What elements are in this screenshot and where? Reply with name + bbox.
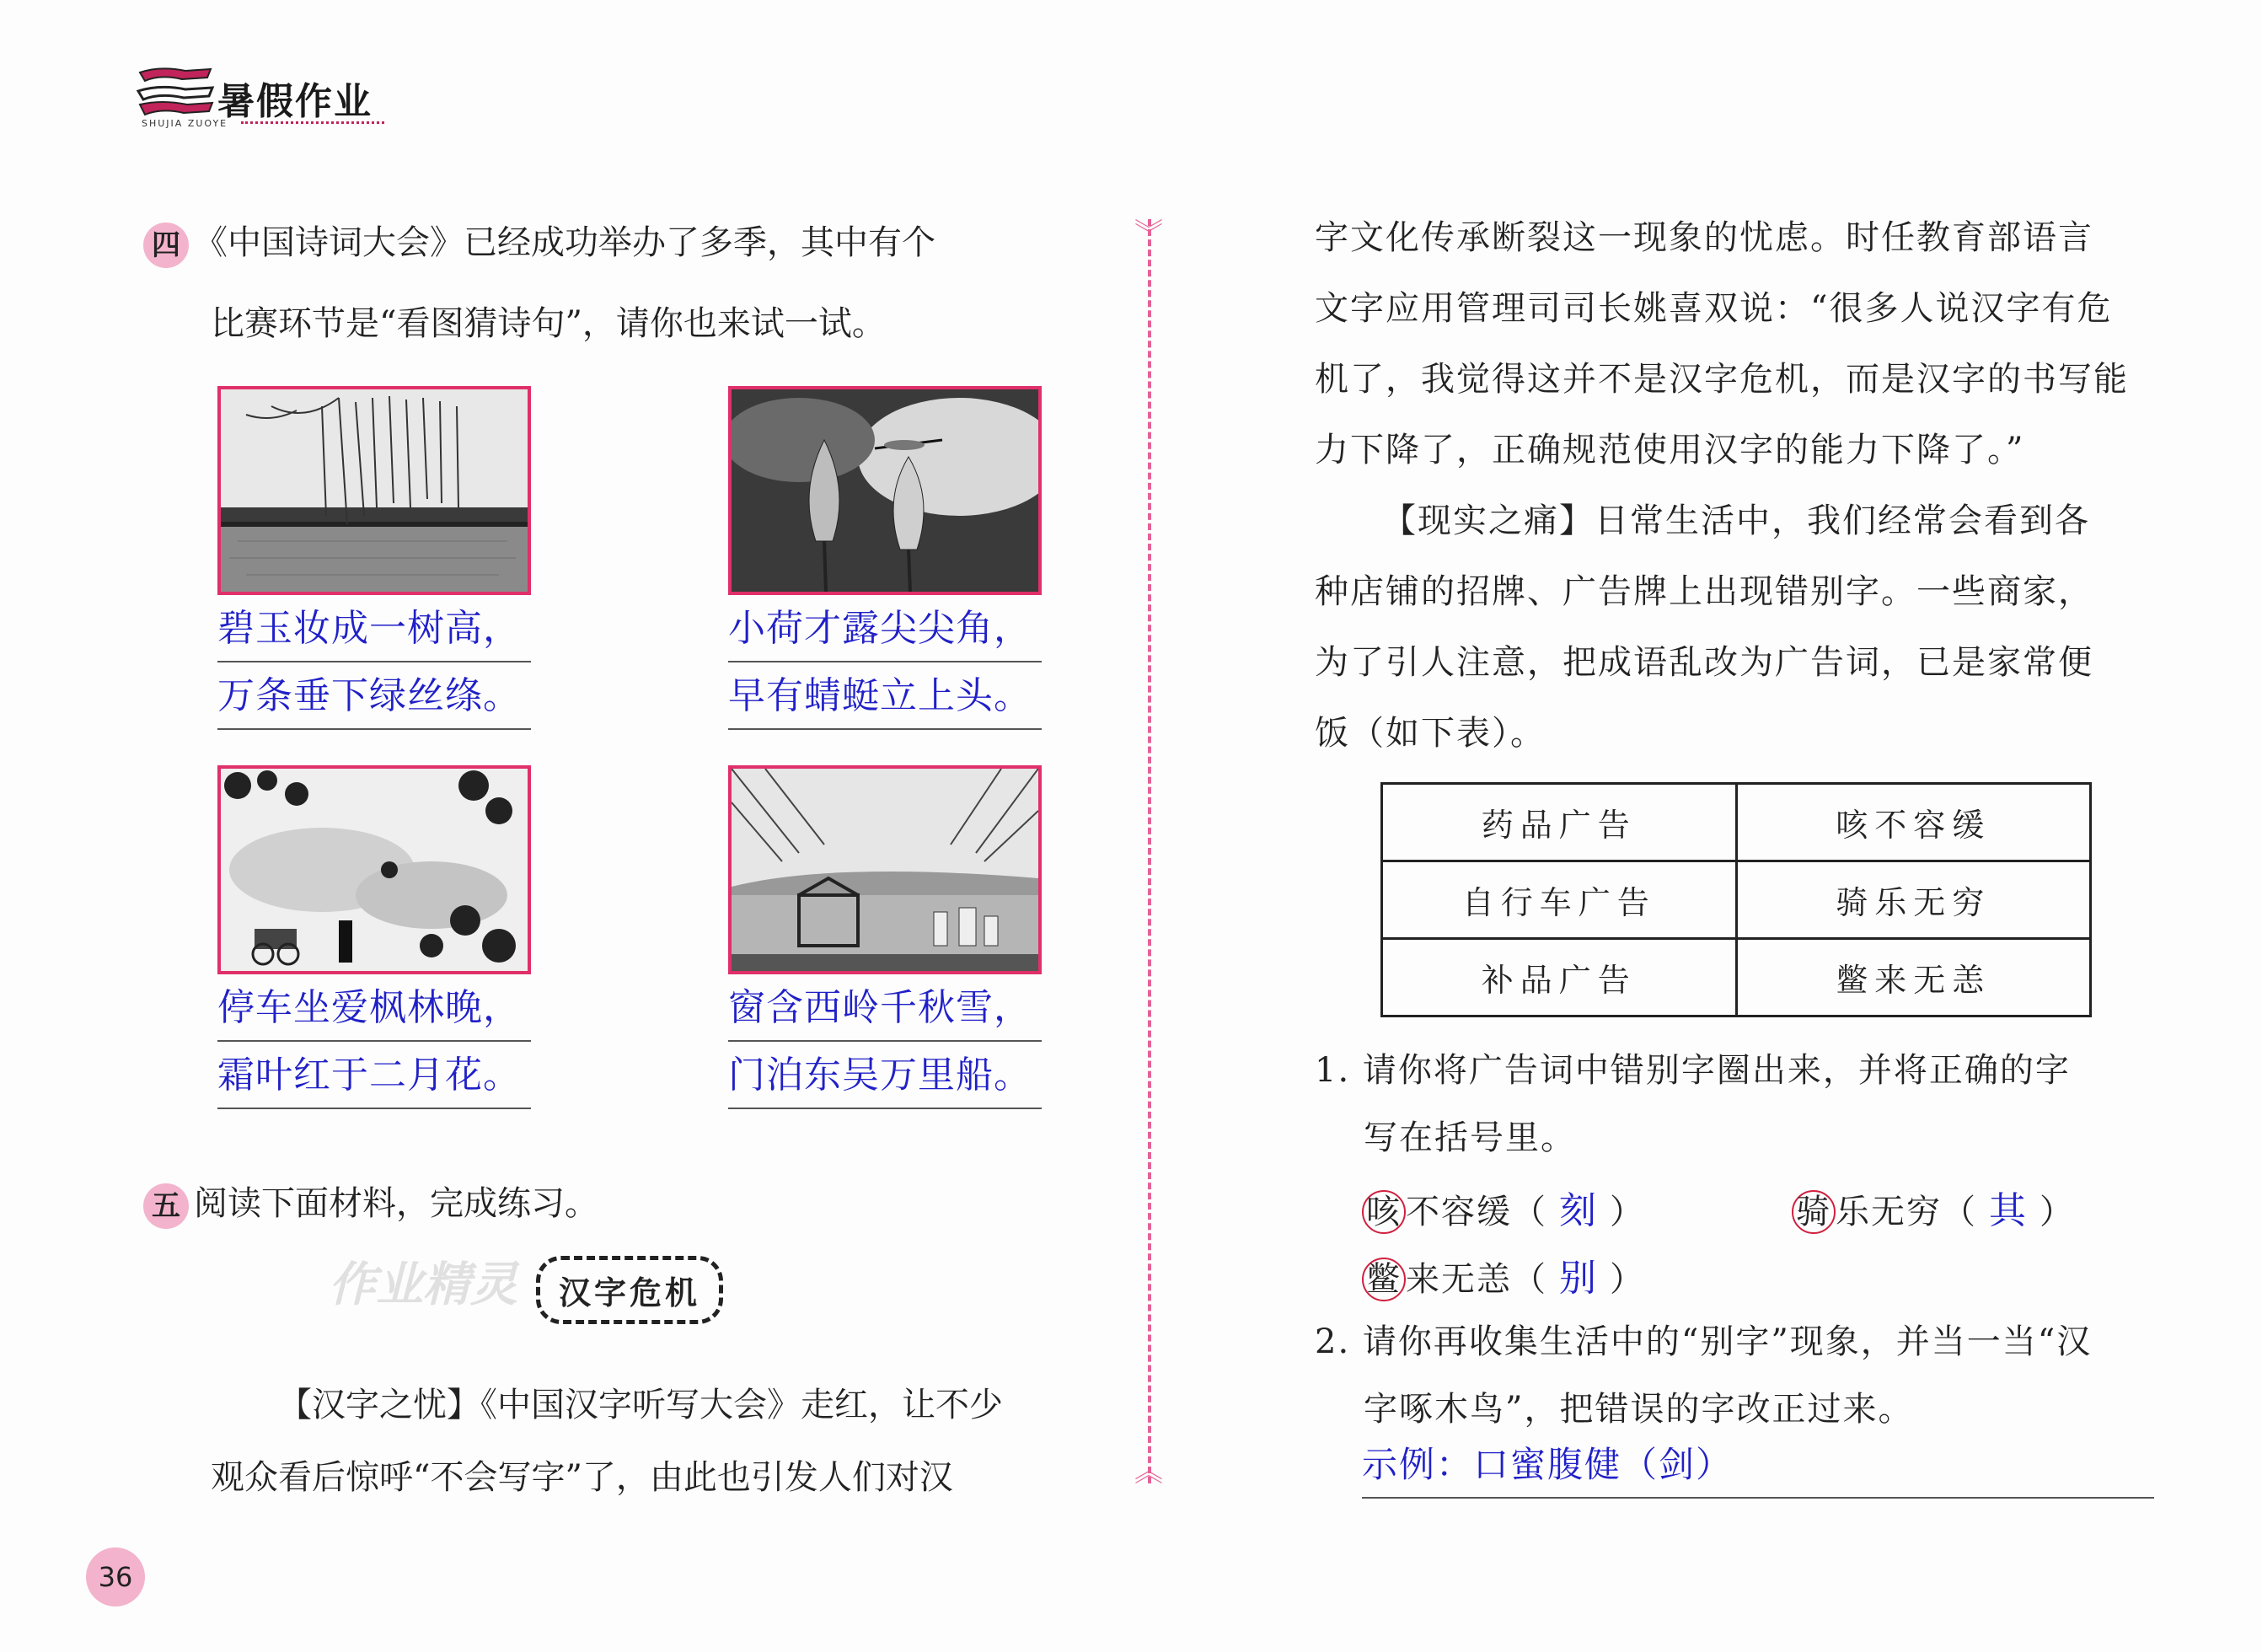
- poem-card-window: [728, 765, 1042, 1109]
- header-dots: [241, 121, 384, 124]
- poem-answer-line: 窗含西岭千秋雪，: [728, 974, 1042, 1042]
- section5-header: [143, 1163, 598, 1244]
- example-answer: 示例：口蜜腹健（剑）: [1362, 1433, 2154, 1499]
- header-subtitle: SHUJIA ZUOYE: [142, 118, 228, 129]
- poem-answer-line: 小荷才露尖尖角，: [728, 595, 1042, 662]
- article-line: 饭（如下表）。: [1315, 714, 1546, 753]
- chevron-up-icon: ︽: [1134, 1455, 1163, 1488]
- circled-wrong-char: 骑: [1792, 1190, 1836, 1234]
- table-cell: 自行车广告: [1382, 861, 1737, 939]
- book-logo-icon: [135, 66, 216, 116]
- answer-close: ）: [1610, 1260, 1645, 1299]
- answer-close: ）: [2040, 1193, 2075, 1231]
- section5-instruction: 阅读下面材料，完成练习。: [194, 1184, 598, 1223]
- header-logo: [135, 66, 388, 138]
- table-cell: 咳不容缓: [1736, 784, 2091, 861]
- poem-card-lotus: [728, 386, 1042, 730]
- table-cell: 药品广告: [1382, 784, 1737, 861]
- question-number-badge: 五: [143, 1183, 189, 1229]
- table-row: [1382, 861, 2091, 939]
- answer-fill: 其: [1989, 1189, 2028, 1232]
- question1-line1: 1. 请你将广告词中错别字圈出来，并将正确的字: [1315, 1051, 2071, 1090]
- answer-item: [1792, 1180, 2075, 1234]
- page-number: 36: [86, 1547, 145, 1606]
- answer-fill: 刻: [1559, 1189, 1598, 1232]
- poem-card-willow: [217, 386, 531, 730]
- poem-answer-line: 早有蜻蜓立上头。: [728, 662, 1042, 730]
- table-cell: 鳖来无恙: [1736, 939, 2091, 1016]
- center-divider: [1148, 219, 1151, 1483]
- article-paragraph-left: [211, 1369, 1053, 1514]
- lotus-image: [728, 386, 1042, 595]
- question2-line1: 2. 请你再收集生活中的“别字”现象，并当一当“汉: [1315, 1322, 2093, 1361]
- answer-item: [1362, 1180, 1645, 1234]
- article-line: 文字应用管理司司长姚喜双说：“很多人说汉字有危: [1315, 289, 2113, 328]
- table-row: [1382, 939, 2091, 1016]
- question1-line2: 写在括号里。: [1364, 1118, 1576, 1157]
- poem-answer-line: 万条垂下绿丝绦。: [217, 662, 531, 730]
- article-line: 字文化传承断裂这一现象的忧虑。时任教育部语言: [1315, 218, 2093, 257]
- table-row: [1382, 784, 2091, 861]
- table-cell: 补品广告: [1382, 939, 1737, 1016]
- right-column-text: [1315, 202, 2166, 769]
- poem-card-maple: [217, 765, 531, 1109]
- ad-table: [1380, 782, 2092, 1017]
- article-line: 【现实之痛】日常生活中，我们经常会看到各: [1382, 502, 2090, 540]
- answer-close: ）: [1610, 1193, 1645, 1231]
- willow-image: [217, 386, 531, 595]
- poem-answer-line: 停车坐爱枫林晚，: [217, 974, 531, 1042]
- article-line: 机了，我觉得这并不是汉字危机，而是汉字的书写能: [1315, 360, 2129, 399]
- section4-line1: 《中国诗词大会》已经成功举办了多季，其中有个: [194, 223, 935, 262]
- window-boats-image: [728, 765, 1042, 974]
- article-line: 观众看后惊呼“不会写字”了，由此也引发人们对汉: [211, 1458, 953, 1497]
- poem-picture-grid: [217, 386, 1043, 1128]
- header-title: 暑假作业: [217, 80, 373, 123]
- poem-answer-line: 门泊东吴万里船。: [728, 1042, 1042, 1109]
- section4-intro: [143, 202, 1079, 364]
- chevron-down-icon: ︾: [1134, 217, 1163, 251]
- question2-line2: 字啄木鸟”，把错误的字改正过来。: [1364, 1390, 1914, 1429]
- maple-image: [217, 765, 531, 974]
- watermark-text: 作业精灵: [329, 1258, 517, 1312]
- article-line: 为了引人注意，把成语乱改为广告词，已是家常便: [1315, 643, 2093, 682]
- article-line: 【汉字之忧】《中国汉字听写大会》走红，让不少: [278, 1386, 1003, 1424]
- article-line: 种店铺的招牌、广告牌上出现错别字。一些商家，: [1315, 572, 2093, 611]
- table-cell: 骑乐无穷: [1736, 861, 2091, 939]
- answer-item: [1362, 1247, 1645, 1301]
- section4-line2: 比赛环节是“看图猜诗句”，请你也来试一试。: [211, 304, 886, 343]
- answer-text: 乐无穷（: [1836, 1193, 1977, 1231]
- answer-fill: 别: [1559, 1257, 1598, 1300]
- article-title: 汉字危机: [536, 1256, 723, 1324]
- answer-text: 不容缓（: [1406, 1193, 1547, 1231]
- answer-text: 来无恙（: [1406, 1260, 1547, 1299]
- article-line: 力下降了，正确规范使用汉字的能力下降了。”: [1315, 431, 2025, 469]
- poem-answer-line: 霜叶红于二月花。: [217, 1042, 531, 1109]
- circled-wrong-char: 咳: [1362, 1190, 1406, 1234]
- circled-wrong-char: 鳖: [1362, 1258, 1406, 1301]
- question-number-badge: 四: [143, 223, 189, 268]
- poem-answer-line: 碧玉妆成一树高，: [217, 595, 531, 662]
